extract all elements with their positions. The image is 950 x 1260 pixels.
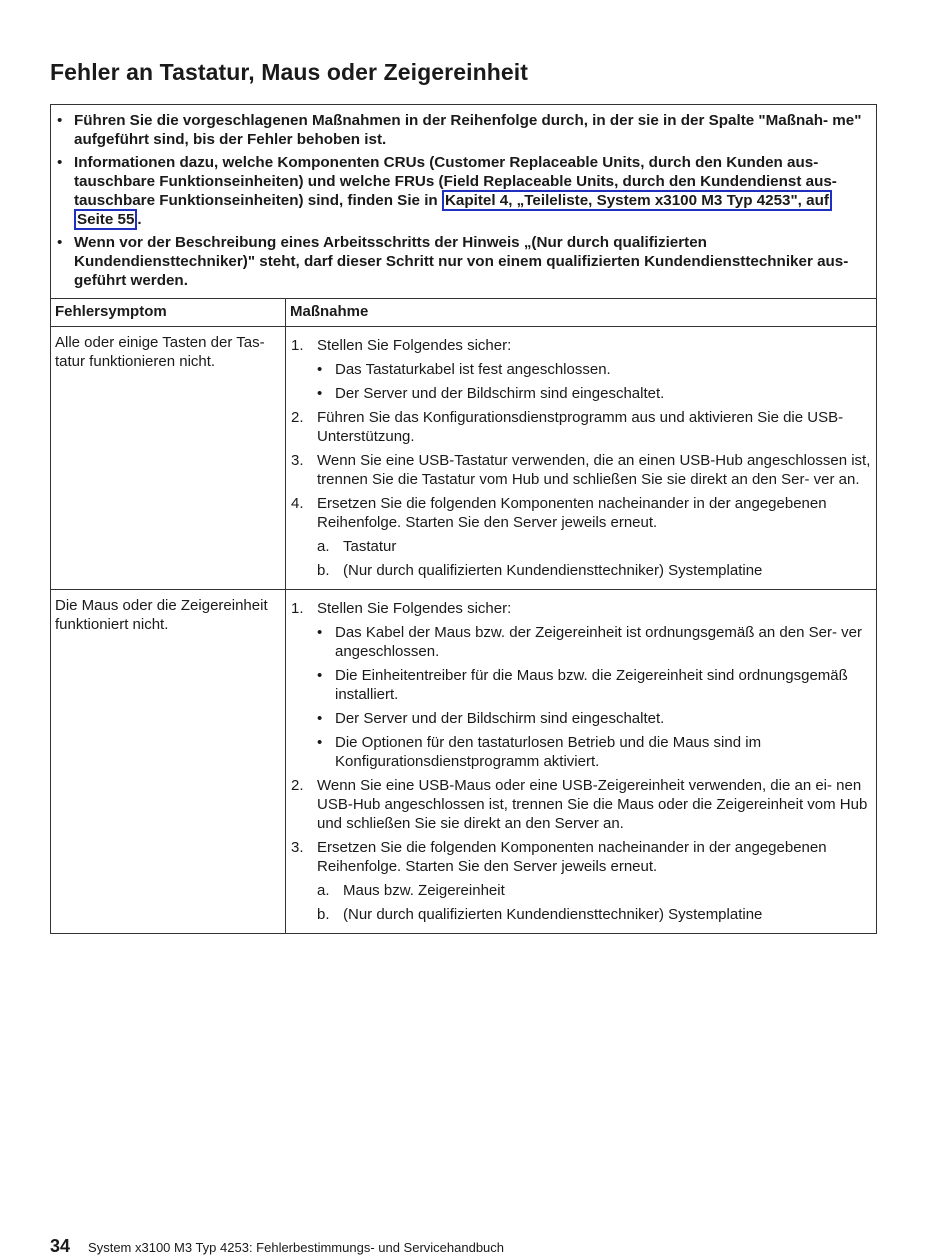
action-step (291, 494, 872, 580)
step-text: Ersetzen Sie die folgenden Komponenten nacheinander in der angegebenen Reihenfolge. Starten Sie den Server jeweils erneut. (317, 839, 827, 875)
bullet-text: Das Tastaturkabel ist fest angeschlossen. (335, 361, 611, 378)
action-steps (291, 599, 872, 924)
bullet-text: Das Kabel der Maus bzw. der Zeigereinheit ist ordnungsgemäß an den Ser- ver angeschlossen. (335, 624, 862, 660)
step-text: Führen Sie das Konfigurationsdienstprogramm aus und aktivieren Sie die USB- Unterstützung. (317, 409, 844, 445)
table-row (51, 327, 877, 590)
action-steps (291, 336, 872, 580)
bullet-item (317, 384, 872, 403)
notes-row (51, 105, 877, 299)
bullet-icon: • (317, 361, 323, 378)
action-step (291, 599, 872, 771)
item-letter: a. (317, 538, 330, 555)
bullet-text: Der Server und der Bildschirm sind eingeschaltet. (335, 385, 665, 402)
action-step (291, 838, 872, 924)
step-number: 2. (291, 409, 304, 426)
lettered-item (317, 905, 872, 924)
step-text: Stellen Sie Folgendes sicher: (317, 337, 512, 354)
action-step (291, 451, 872, 489)
bullet-list (317, 360, 872, 403)
bullet-list (317, 623, 872, 771)
action-cell (286, 327, 877, 590)
step-number: 1. (291, 600, 304, 617)
step-text: Ersetzen Sie die folgenden Komponenten nacheinander in der angegebenen Reihenfolge. Starten Sie den Server jeweils erneut. (317, 495, 827, 531)
step-number: 2. (291, 777, 304, 794)
lettered-item (317, 881, 872, 900)
symptom-cell: Alle oder einige Tasten der Tas- tatur funktionieren nicht. (51, 327, 286, 590)
bullet-icon: • (317, 667, 323, 684)
note-text: Informationen dazu, welche Komponenten CRUs (Customer Replaceable Units, durch den Kunden aus- tauschbare Funktionseinheiten) und welche FRUs (Field Replaceable Units, durch den Kundendienst aus- tauschbare Funktionseinheiten) sind, finden Sie in (74, 154, 837, 209)
step-number: 3. (291, 839, 304, 856)
bullet-icon: • (317, 385, 323, 402)
notes-list (55, 111, 872, 290)
item-text: (Nur durch qualifizierten Kundendiensttechniker) Systemplatine (343, 562, 763, 579)
step-text: Wenn Sie eine USB-Tastatur verwenden, die an einen USB-Hub angeschlossen ist, trennen Sie die Tastatur vom Hub und schließen Sie sie direkt an den Ser- ver an. (317, 452, 871, 488)
lettered-list (317, 537, 872, 580)
cross-reference-link[interactable]: Kapitel 4, „Teileliste, System x3100 M3 Typ 4253", auf (442, 190, 832, 211)
bullet-icon: • (317, 734, 323, 751)
bullet-item (317, 623, 872, 661)
bullet-item (317, 360, 872, 379)
lettered-item (317, 561, 872, 580)
note-item (55, 153, 872, 229)
action-step (291, 776, 872, 833)
footer-text: System x3100 M3 Typ 4253: Fehlerbestimmungs- und Servicehandbuch (88, 1240, 505, 1255)
symptom-cell: Die Maus oder die Zeigereinheit funktioniert nicht. (51, 590, 286, 934)
bullet-text: Die Einheitentreiber für die Maus bzw. die Zeigereinheit sind ordnungsgemäß installiert. (335, 667, 848, 703)
bullet-icon: • (317, 624, 323, 641)
page-number: 34 (50, 1236, 71, 1256)
step-number: 3. (291, 452, 304, 469)
bullet-icon: • (317, 710, 323, 727)
troubleshooting-table-container (50, 104, 876, 934)
column-header-symptom: Fehlersymptom (51, 299, 286, 327)
bullet-item (317, 709, 872, 728)
page-footer (50, 1236, 504, 1257)
cross-reference-link-page[interactable]: Seite 55 (74, 209, 137, 230)
step-number: 4. (291, 495, 304, 512)
action-step (291, 336, 872, 403)
item-text: (Nur durch qualifizierten Kundendiensttechniker) Systemplatine (343, 906, 763, 923)
bullet-text: Der Server und der Bildschirm sind eingeschaltet. (335, 710, 665, 727)
item-letter: a. (317, 882, 330, 899)
action-cell (286, 590, 877, 934)
lettered-list (317, 881, 872, 924)
lettered-item (317, 537, 872, 556)
notes-cell (51, 105, 877, 299)
step-number: 1. (291, 337, 304, 354)
bullet-item (317, 733, 872, 771)
item-letter: b. (317, 906, 330, 923)
step-text: Wenn Sie eine USB-Maus oder eine USB-Zeigereinheit verwenden, die an ei- nen USB-Hub angeschlossen ist, trennen Sie die Maus oder die Zeigereinheit vom Hub und schließen Sie sie direkt an den Server an. (317, 777, 868, 832)
note-item: • Wenn vor der Beschreibung eines Arbeitsschritts der Hinweis „(Nur durch qualifizierten Kundendiensttechniker)" steht, darf dieser Schritt nur von einem qualifizierten Kundendiensttechniker aus- geführt werden. (55, 233, 872, 290)
bullet-item (317, 666, 872, 704)
table-row (51, 590, 877, 934)
table-header-row (51, 299, 877, 327)
column-header-action: Maßnahme (286, 299, 877, 327)
step-text: Stellen Sie Folgendes sicher: (317, 600, 512, 617)
item-text: Maus bzw. Zeigereinheit (343, 882, 505, 899)
page-title: Fehler an Tastatur, Maus oder Zeigereinheit (50, 59, 529, 85)
note-text-end: . (137, 211, 142, 228)
note-item: • Führen Sie die vorgeschlagenen Maßnahmen in der Reihenfolge durch, in der sie in der Spalte "Maßnah- me" aufgeführt sind, bis der Fehler behoben ist. (55, 111, 872, 149)
troubleshooting-table (50, 104, 877, 934)
action-step (291, 408, 872, 446)
bullet-text: Die Optionen für den tastaturlosen Betrieb und die Maus sind im Konfigurationsdienstprogramm aktiviert. (335, 734, 762, 770)
item-text: Tastatur (343, 538, 397, 555)
item-letter: b. (317, 562, 330, 579)
